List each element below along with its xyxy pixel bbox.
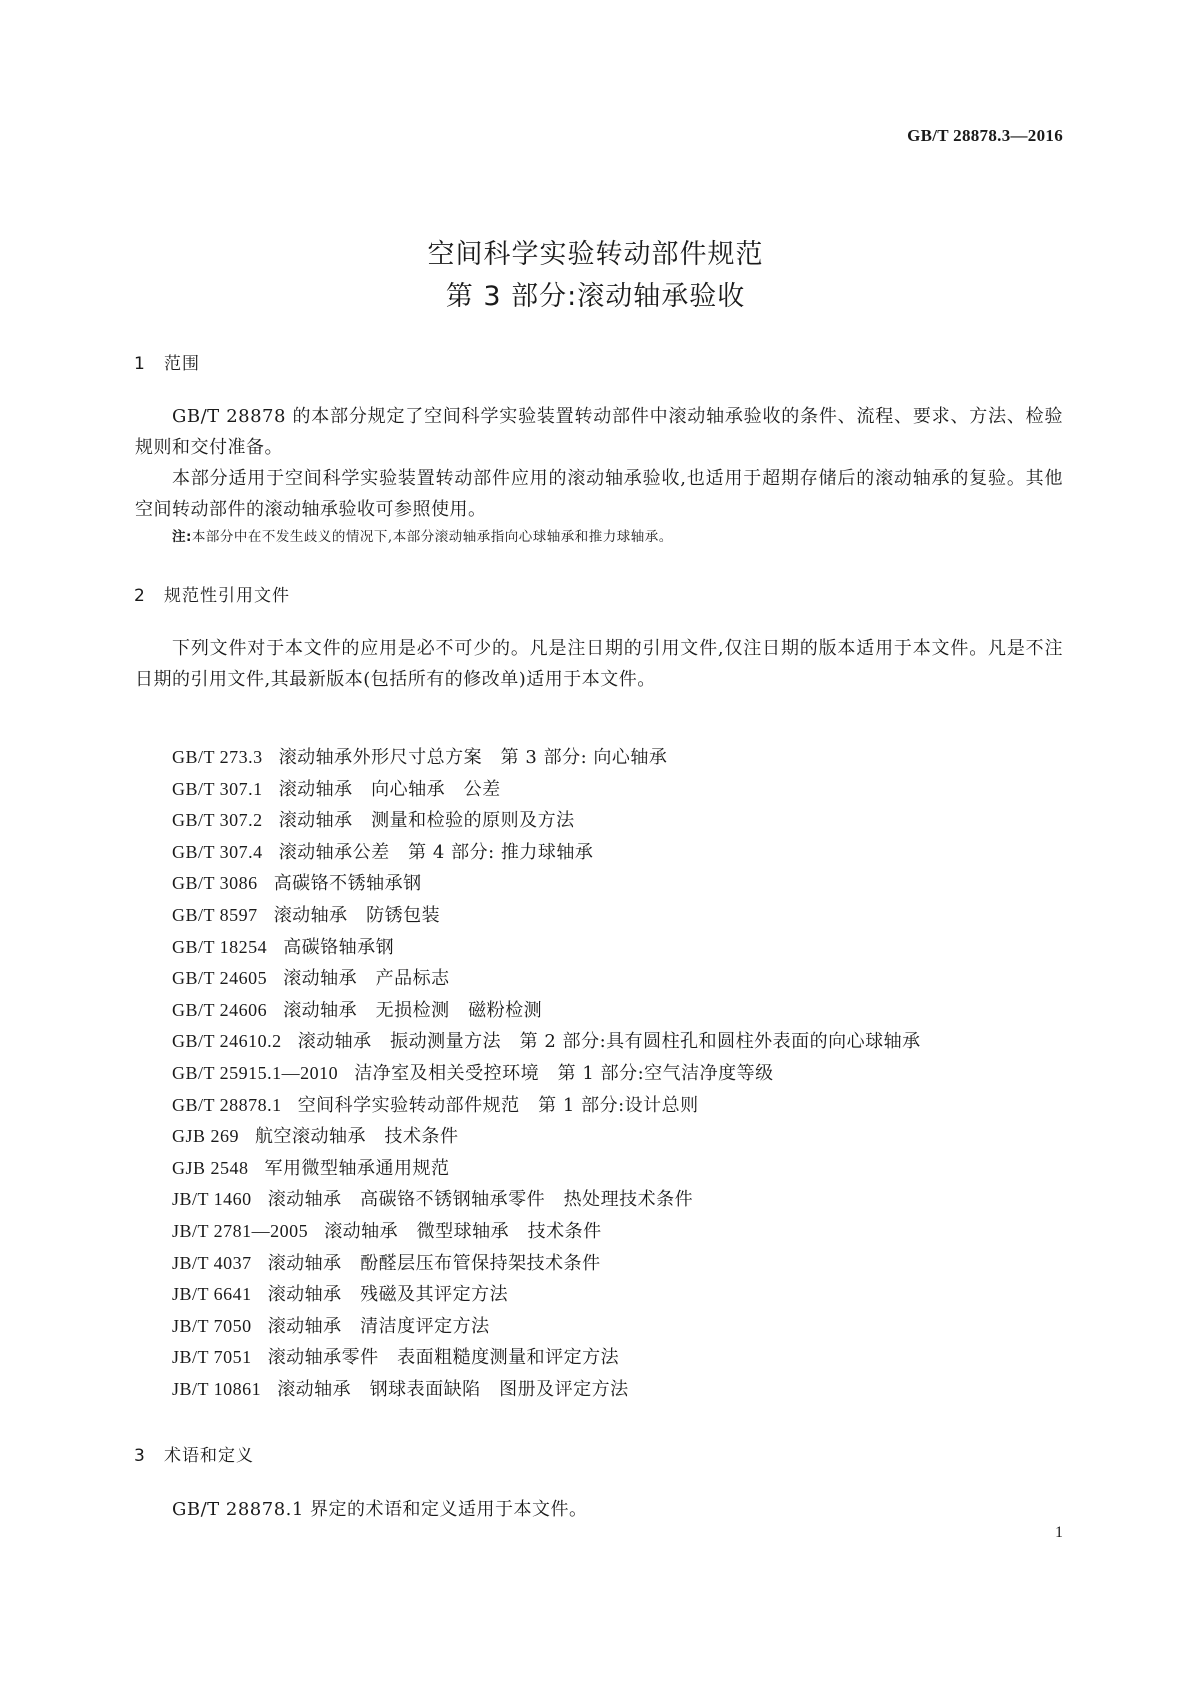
- reference-code: GB/T 273.3: [172, 747, 263, 767]
- document-title: 空间科学实验转动部件规范: [427, 239, 764, 270]
- reference-title: 滚动轴承 防锈包装: [273, 904, 441, 926]
- reference-item: [172, 1090, 921, 1122]
- reference-list: [172, 742, 921, 1405]
- normative-references-intro: 下列文件对于本文件的应用是必不可少的。凡是注日期的引用文件,仅注日期的版本适用于本文件。凡是不注日期的引用文件,其最新版本(包括所有的修改单)适用于本文件。: [135, 638, 1063, 690]
- reference-code: JB/T 10861: [172, 1378, 262, 1399]
- reference-code: GJB 2548: [172, 1157, 249, 1178]
- section-1-heading: [134, 349, 200, 374]
- scope-paragraph-2: 本部分适用于空间科学实验装置转动部件应用的滚动轴承验收,也适用于超期存储后的滚动轴承的复验。其他空间转动部件的滚动轴承验收可参照使用。: [135, 468, 1063, 520]
- reference-code: GB/T 3086: [172, 873, 258, 894]
- standard-number: GB/T 28878.3—2016: [907, 126, 1063, 145]
- reference-code: JB/T 7051: [172, 1347, 252, 1368]
- reference-code: GB/T 24610.2: [172, 1031, 282, 1052]
- reference-code: JB/T 7050: [172, 1315, 252, 1336]
- reference-code: JB/T 1460: [172, 1189, 252, 1210]
- reference-item: [172, 1121, 921, 1153]
- reference-item: [172, 1058, 921, 1090]
- scope-note: [172, 525, 673, 545]
- page-number: 1: [1055, 1524, 1063, 1541]
- reference-title: 滚动轴承外形尺寸总方案 第 3 部分: 向心轴承: [278, 747, 668, 768]
- reference-item: [172, 995, 921, 1027]
- note-text: 本部分中在不发生歧义的情况下,本部分滚动轴承指向心球轴承和推力球轴承。: [191, 529, 673, 545]
- section-2-heading: [134, 581, 290, 606]
- scope-paragraph-1: GB/T 28878 的本部分规定了空间科学实验装置转动部件中滚动轴承验收的条件、流程、要求、方法、检验规则和交付准备。: [135, 406, 1063, 458]
- section-number: 3: [134, 1446, 146, 1466]
- reference-code: GB/T 307.4: [172, 841, 263, 862]
- reference-title: 滚动轴承 微型球轴承 技术条件: [324, 1220, 602, 1242]
- reference-code: GB/T 28878.1: [172, 1094, 282, 1115]
- reference-title: 高碳铬轴承钢: [283, 936, 395, 958]
- reference-item: [172, 1184, 921, 1216]
- section-title: 术语和定义: [164, 1446, 254, 1466]
- reference-title: 航空滚动轴承 技术条件: [255, 1126, 459, 1148]
- section-3-heading: [134, 1441, 254, 1466]
- reference-code: JB/T 2781—2005: [172, 1220, 309, 1241]
- reference-item: [172, 1153, 921, 1185]
- reference-code: GB/T 24605: [172, 968, 268, 989]
- reference-item: [172, 900, 921, 932]
- reference-title: 滚动轴承零件 表面粗糙度测量和评定方法: [267, 1347, 620, 1369]
- reference-item: [172, 774, 921, 806]
- reference-title: 滚动轴承 酚醛层压布管保持架技术条件: [267, 1252, 601, 1274]
- section-number: 1: [134, 354, 146, 374]
- note-label: 注:: [172, 529, 192, 545]
- reference-title: 滚动轴承 清洁度评定方法: [267, 1315, 490, 1337]
- reference-title: 空间科学实验转动部件规范 第 1 部分:设计总则: [297, 1094, 699, 1116]
- terms-paragraph: GB/T 28878.1 界定的术语和定义适用于本文件。: [172, 1499, 588, 1520]
- reference-title: 滚动轴承 钢球表面缺陷 图册及评定方法: [277, 1378, 629, 1400]
- reference-item: [172, 1026, 921, 1058]
- reference-title: 滚动轴承 残磁及其评定方法: [267, 1284, 509, 1306]
- reference-code: GB/T 8597: [172, 904, 258, 925]
- reference-item: [172, 868, 921, 900]
- reference-title: 滚动轴承 振动测量方法 第 2 部分:具有圆柱孔和圆柱外表面的向心球轴承: [297, 1031, 921, 1053]
- reference-item: [172, 805, 921, 837]
- reference-title: 高碳铬不锈轴承钢: [273, 873, 422, 895]
- reference-title: 洁净室及相关受控环境 第 1 部分:空气洁净度等级: [354, 1062, 774, 1084]
- reference-title: 军用微型轴承通用规范: [264, 1157, 450, 1179]
- reference-code: JB/T 4037: [172, 1252, 252, 1273]
- reference-item: [172, 1374, 921, 1406]
- reference-title: 滚动轴承 高碳铬不锈钢轴承零件 热处理技术条件: [267, 1189, 694, 1211]
- reference-item: [172, 963, 921, 995]
- reference-item: [172, 1216, 921, 1248]
- reference-item: [172, 1248, 921, 1280]
- reference-code: GJB 269: [172, 1126, 240, 1147]
- reference-item: [172, 1311, 921, 1343]
- reference-code: GB/T 24606: [172, 999, 268, 1020]
- reference-code: JB/T 6641: [172, 1284, 252, 1305]
- reference-item: [172, 932, 921, 964]
- reference-item: [172, 1342, 921, 1374]
- reference-code: GB/T 25915.1—2010: [172, 1062, 339, 1083]
- reference-title: 滚动轴承 无损检测 磁粉检测: [283, 999, 543, 1021]
- reference-title: 滚动轴承公差 第 4 部分: 推力球轴承: [278, 841, 594, 863]
- section-title: 规范性引用文件: [164, 586, 290, 606]
- section-number: 2: [134, 586, 146, 606]
- section-title: 范围: [164, 354, 200, 374]
- reference-item: [172, 1279, 921, 1311]
- reference-title: 滚动轴承 向心轴承 公差: [278, 778, 501, 800]
- reference-code: GB/T 307.2: [172, 810, 263, 831]
- document-subtitle: 第 3 部分:滚动轴承验收: [445, 281, 746, 312]
- reference-title: 滚动轴承 测量和检验的原则及方法: [278, 810, 575, 832]
- reference-item: [172, 742, 921, 774]
- reference-code: GB/T 18254: [172, 936, 268, 957]
- reference-code: GB/T 307.1: [172, 778, 263, 799]
- reference-item: [172, 837, 921, 869]
- reference-title: 滚动轴承 产品标志: [283, 968, 450, 990]
